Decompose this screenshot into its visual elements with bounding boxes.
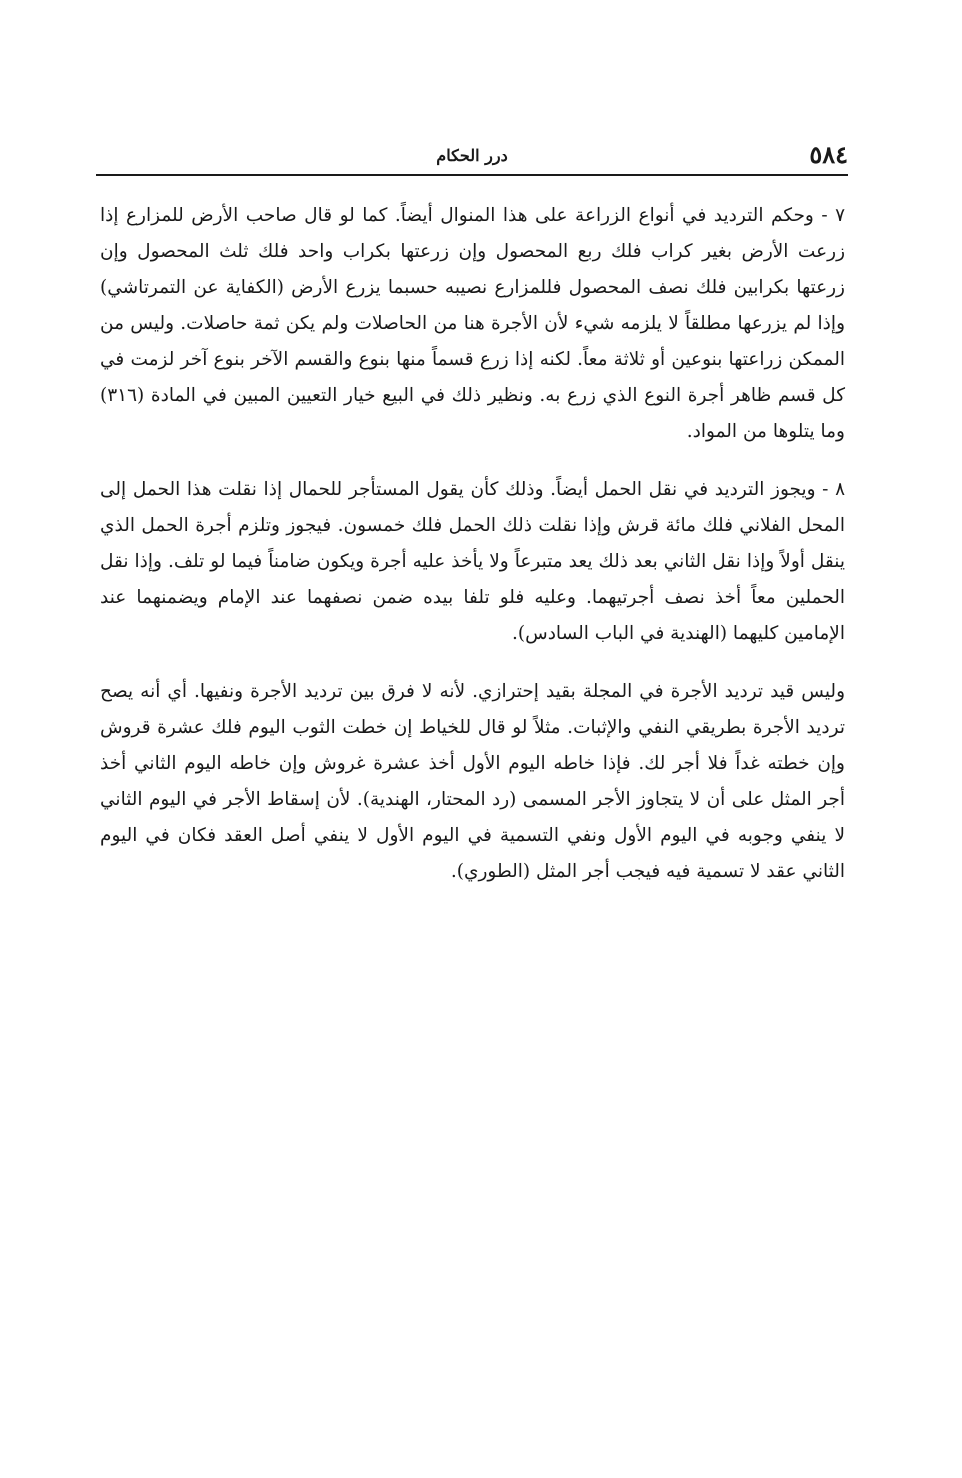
body-text bbox=[100, 198, 845, 890]
paragraph-commentary: وليس قيد ترديد الأجرة في المجلة بقيد إحترازي. لأنه لا فرق بين ترديد الأجرة ونفيها. أي أنه يصح ترديد الأجرة بطريقي النفي والإثبات. مثلاً لو قال للخياط إن خطت الثوب اليوم فلك عشرة قروش وإن خطته غداً فلا أجر لك. فإذا خاطه اليوم الأول أخذ عشرة غروش وإن خاطه اليوم الثاني أخذ أجر المثل على أن لا يتجاوز الأجر المسمى (رد المحتار، الهندية). لأن إسقاط الأجر في اليوم الثاني لا ينفي وجوبه في اليوم الأول ونفي التسمية في اليوم الأول لا ينفي أصل العقد فكان في اليوم الثاني عقد لا تسمية فيه فيجب أجر المثل (الطوري). bbox=[100, 681, 845, 882]
page-number: ٥٨٤ bbox=[809, 140, 848, 169]
paragraph-item-8: ٨ - ويجوز الترديد في نقل الحمل أيضاً. وذلك كأن يقول المستأجر للحمال إذا نقلت هذا الحمل إلى المحل الفلاني فلك مائة قرش وإذا نقلت ذلك الحمل فلك خمسون. فيجوز وتلزم أجرة الحمل الذي ينقل أولاً وإذا نقل الثاني بعد ذلك يعد متبرعاً ولا يأخذ عليه أجرة ويكون ضامناً فيما لو تلف. وإذا نقل الحملين معاً أخذ نصف أجرتيهما. وعليه فلو تلفا بيده ضمن نصفهما عند الإمام ويضمنهما عند الإمامين كليهما (الهندية في الباب السادس). bbox=[100, 479, 845, 644]
page-header bbox=[96, 140, 848, 170]
running-title: درر الحكام bbox=[436, 146, 508, 165]
paragraph-item-7: ٧ - وحكم الترديد في أنواع الزراعة على هذا المنوال أيضاً. كما لو قال صاحب الأرض للمزارع إذا زرعت الأرض بغير كراب فلك ربع المحصول وإن زرعتها بكراب واحد فلك ثلث المحصول وإن زرعتها بكرابين فلك نصف المحصول فللمزارع نصيبه حسبما يزرع الأرض (الكفاية عن التمرتاشي) وإذا لم يزرعها مطلقاً لا يلزمه شيء لأن الأجرة هنا من الحاصلات ولم يكن ثمة حاصلات. وليس من الممكن زراعتها بنوعين أو ثلاثة معاً. لكنه إذا زرع قسماً منها بنوع والقسم الآخر بنوع آخر لزمت في كل قسم ظاهر أجرة النوع الذي زرع به. ونظير ذلك في البيع خيار التعيين المبين في المادة (٣١٦) وما يتلوها من المواد. bbox=[100, 205, 845, 442]
header-divider bbox=[96, 174, 848, 176]
